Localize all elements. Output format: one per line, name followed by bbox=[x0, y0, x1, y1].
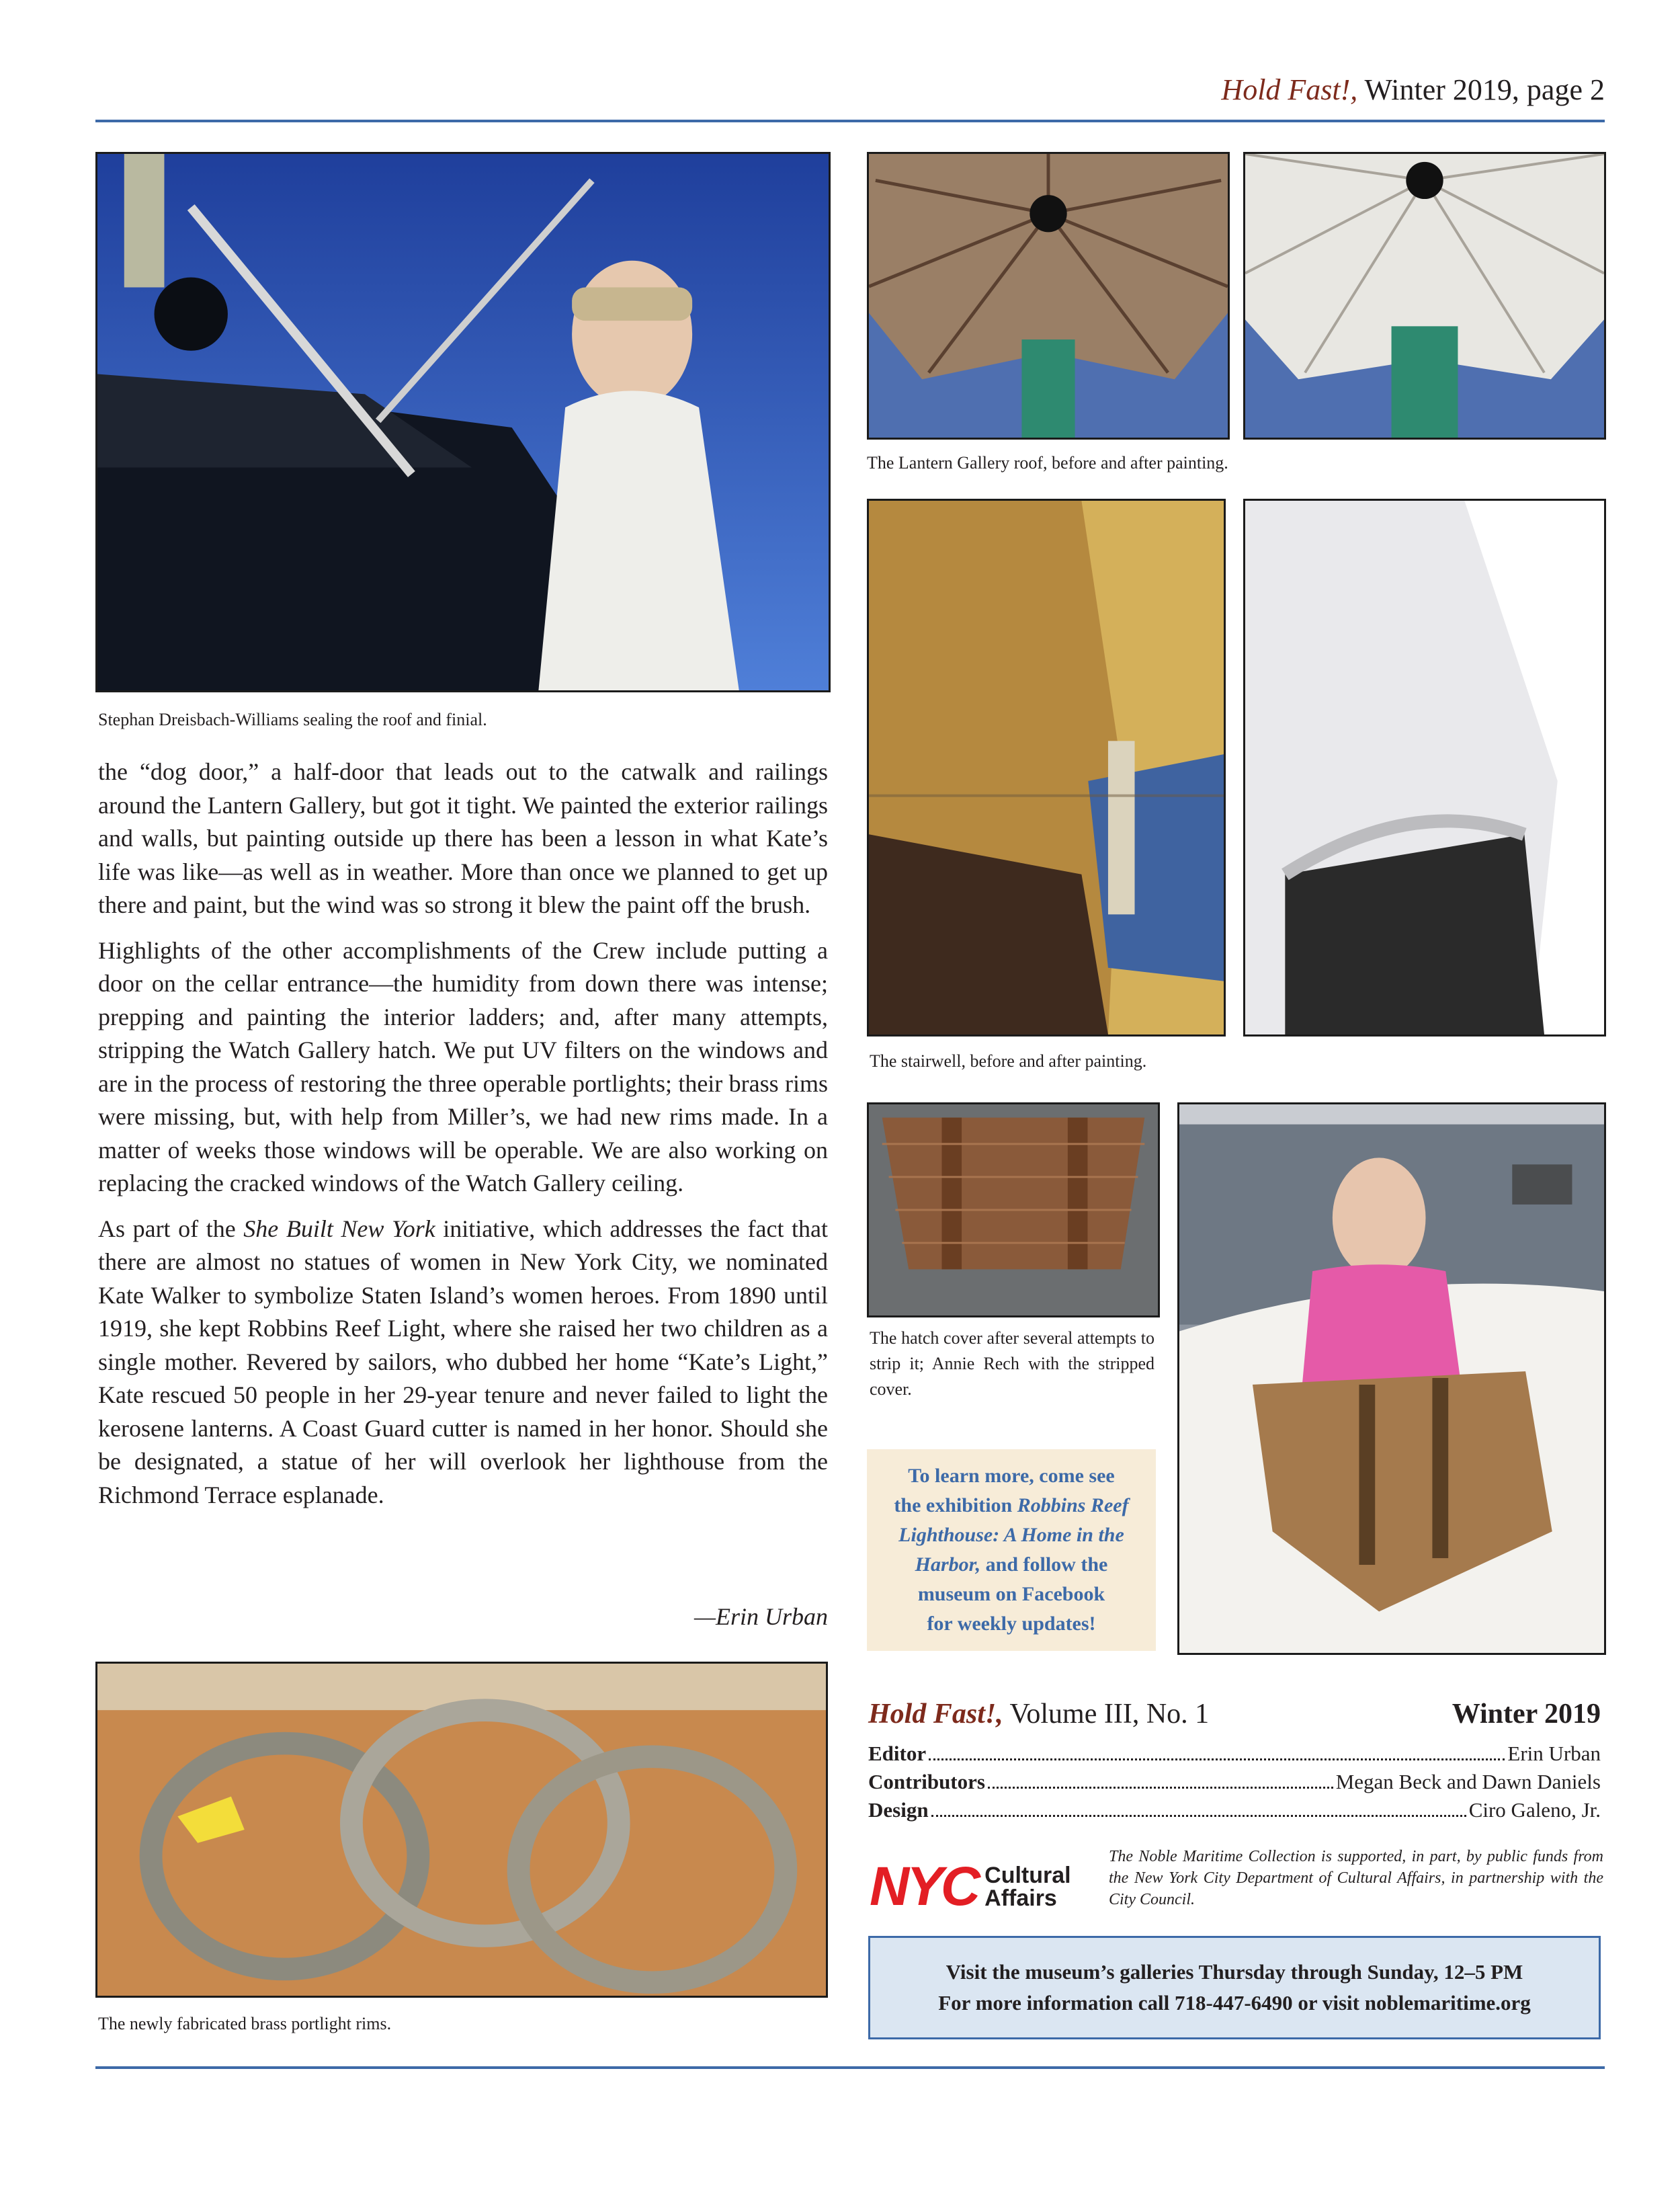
header-masthead: Hold Fast!, bbox=[1221, 73, 1358, 106]
visit-hours: Visit the museum’s galleries Thursday through Sunday, 12–5 PM bbox=[946, 1960, 1523, 1984]
photo-roof-after bbox=[1243, 152, 1606, 440]
funding-support-note: The Noble Maritime Collection is supported, in part, by public funds from the New York City Department of Cultural Affairs, in partnership with the City Council. bbox=[1109, 1848, 1603, 1908]
masthead-volume: Volume III, No. 1 bbox=[1009, 1699, 1210, 1730]
caption-hatch: The hatch cover after several attempts to strip it; Annie Rech with the stripped cover. bbox=[870, 1328, 1154, 1399]
masthead-season: Winter 2019 bbox=[1452, 1699, 1601, 1730]
page-header bbox=[95, 73, 1605, 107]
header-issue: Winter 2019, page 2 bbox=[1364, 73, 1605, 106]
visit-info-box bbox=[868, 1936, 1601, 2039]
visit-contact: For more information call 718-447-6490 or visit noblemaritime.org bbox=[938, 1991, 1531, 2015]
credit-editor: Editor Erin Urban bbox=[868, 1742, 1601, 1765]
masthead-credits bbox=[868, 1698, 1601, 1824]
header-rule bbox=[95, 120, 1605, 122]
article-paragraph-1: the “dog door,” a half-door that leads out to the catwalk and railings around the Lantern Gallery, but got it tight. We painted the exterior railings and walls, but painting outside up there has been a lesson in what Kate’s life was like—as well as in weather. More than once we planned to get up there and paint, but the wind was so strong it blew the paint off the brush. bbox=[98, 758, 828, 918]
article-body bbox=[98, 756, 828, 1524]
caption-roof: The Lantern Gallery roof, before and after painting. bbox=[867, 453, 1228, 473]
caption-rims: The newly fabricated brass portlight rims. bbox=[98, 2014, 392, 2033]
photo-stairwell-before bbox=[867, 499, 1226, 1037]
article-paragraph-3: As part of the She Built New York initiative, which addresses the fact that there are almost no statues of women in New York City, we nominated Kate Walker to symbolize Staten Island’s women heroes. From 1890 until 1919, she kept Robbins Reef Light, where she raised her two children as a single mother. Revered by sailors, who dubbed her home “Kate’s Light,” Kate rescued 50 people in her 29-year tenure and never failed to light the kerosene lanterns. A Coast Guard cutter is named in her honor. Should she be designated, a statue of her will overlook her lighthouse from the Richmond Terrace esplanade. bbox=[98, 1215, 829, 1508]
article-signature: —Erin Urban bbox=[694, 1603, 828, 1630]
article-paragraph-2: Highlights of the other accomplishments of the Crew include putting a door on the cellar entrance—the humidity from down there was intense; prepping and painting the interior ladders; and, after many attempts, stripping the Watch Gallery hatch. We put UV filters on the windows and are in the process of restoring the three operable portlights; their brass rims were missing, but, with help from Miller’s, we had new rims made. In a matter of weeks those windows will be operable. We are also working on replacing the cracked windows of the Watch Gallery ceiling. bbox=[98, 936, 828, 1196]
photo-annie-rech bbox=[1177, 1102, 1606, 1655]
nyc-cultural-affairs-logo: NYC Cultural Affairs bbox=[870, 1856, 1071, 1917]
exhibition-promo-box: To learn more, come see the exhibition Robbins Reef Lighthouse: A Home in the Harbor, and follow the museum on Facebook for weekly updates! bbox=[867, 1449, 1156, 1651]
photo-stairwell-after bbox=[1243, 499, 1606, 1037]
credit-design: Design Ciro Galeno, Jr. bbox=[868, 1798, 1601, 1822]
caption-stairwell: The stairwell, before and after painting. bbox=[870, 1051, 1147, 1071]
photo-stephan-sealing-roof bbox=[95, 152, 831, 692]
footer-rule bbox=[95, 2066, 1605, 2069]
photo-roof-before bbox=[867, 152, 1230, 440]
credit-contributors: Contributors Megan Beck and Dawn Daniels bbox=[868, 1770, 1601, 1793]
caption-stephan: Stephan Dreisbach-Williams sealing the roof and finial. bbox=[98, 710, 487, 729]
masthead-name: Hold Fast!, bbox=[868, 1699, 1003, 1730]
photo-hatch-cover bbox=[867, 1102, 1160, 1317]
photo-brass-rims bbox=[95, 1662, 828, 1998]
